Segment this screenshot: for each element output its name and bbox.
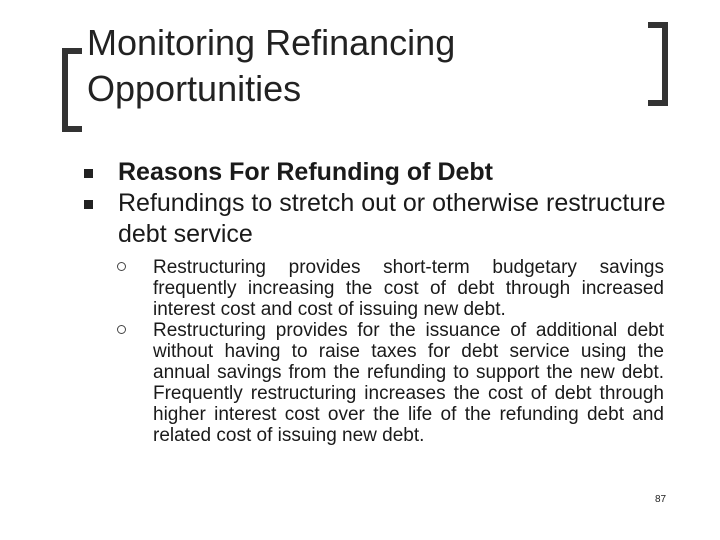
sub-bullet-item [115, 257, 664, 320]
left-bracket-bottom [62, 126, 82, 132]
bullet-text: Reasons For Refunding of Debt [118, 158, 493, 186]
slide-title: Monitoring Refinancing Opportunities [87, 22, 456, 109]
bullet-item [84, 188, 684, 250]
left-bracket-top [62, 48, 82, 54]
square-bullet-icon [84, 169, 93, 178]
right-bracket-bottom [648, 100, 668, 106]
right-bracket-vertical [662, 22, 668, 106]
sub-bullet-text: Restructuring provides for the issuance of additional debt without having to raise taxes for debt service using the annual savings from the refunding to support the new debt. Frequently restructuring increases the cost of debt through higher interest cost over the life of the refunding debt and related cost of issuing new debt. [153, 320, 664, 446]
page-number: 87 [655, 494, 667, 505]
bullet-text: Refundings to stretch out or otherwise restructure debt service [118, 189, 666, 248]
circle-bullet-icon [117, 325, 126, 334]
sub-bullet-text: Restructuring provides short-term budgetary savings frequently increasing the cost of debt through increased interest cost and cost of issuing new debt. [153, 257, 664, 320]
left-bracket-vertical [62, 48, 68, 132]
bullet-item [84, 157, 684, 188]
square-bullet-icon [84, 200, 93, 209]
sub-bullet-item [115, 320, 664, 446]
circle-bullet-icon [117, 262, 126, 271]
sub-bullet-list [115, 257, 664, 446]
bullet-list [84, 157, 684, 250]
right-bracket-top [648, 22, 668, 28]
